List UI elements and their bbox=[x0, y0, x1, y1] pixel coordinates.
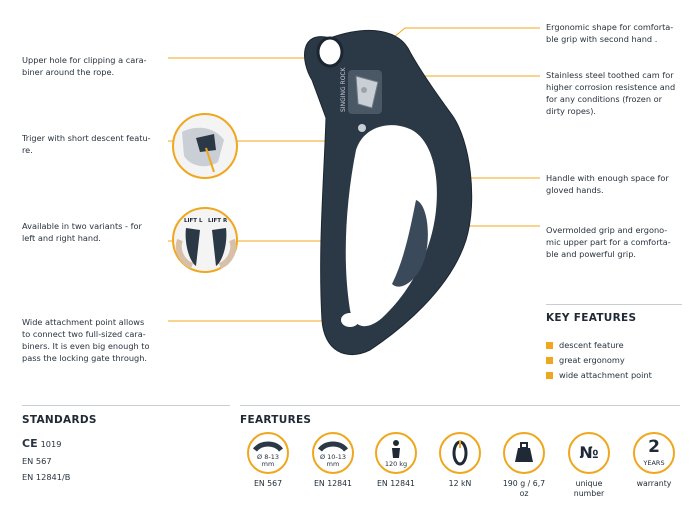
standard-en12841: EN 12841/B bbox=[22, 472, 71, 482]
variants-inset bbox=[173, 208, 237, 272]
feature-warranty: 2 YEARS warranty bbox=[628, 432, 680, 489]
callout-upper-hole: Upper hole for clipping a cara- biner around the rope. bbox=[22, 55, 147, 77]
key-feature-item: great ergonomy bbox=[546, 355, 625, 365]
feature-weight: 190 g / 6,7 oz bbox=[498, 432, 550, 499]
key-features-title: KEY FEATURES bbox=[546, 312, 637, 324]
feature-12kn: 12 kN bbox=[434, 432, 486, 489]
feature-rope-10-13: Ø 10-13 mm EN 12841 bbox=[307, 432, 359, 489]
carabiner-icon bbox=[439, 432, 481, 474]
standard-en567: EN 567 bbox=[22, 456, 52, 466]
bullet-square-icon bbox=[546, 342, 553, 349]
person-weight-icon: 120 kg bbox=[375, 432, 417, 474]
key-feature-item: wide attachment point bbox=[546, 370, 652, 380]
callout-overmolded: Overmolded grip and ergono- mic upper part for a comforta- ble and powerful grip. bbox=[546, 225, 671, 259]
features-divider bbox=[240, 405, 680, 406]
standards-divider bbox=[22, 405, 230, 406]
bullet-square-icon bbox=[546, 372, 553, 379]
feature-rope-8-13: Ø 8-13 mm EN 567 bbox=[242, 432, 294, 489]
key-feature-item: descent feature bbox=[546, 340, 624, 350]
rope-diameter-icon: Ø 10-13 mm bbox=[312, 432, 354, 474]
feature-unique-number: № unique number bbox=[563, 432, 615, 499]
brand-text: SINGING ROCK bbox=[340, 67, 347, 112]
numero-icon: № bbox=[568, 432, 610, 474]
lift-r-label: LIFT R bbox=[208, 218, 228, 224]
feature-120kg: 120 kg EN 12841 bbox=[370, 432, 422, 489]
lift-l-label: LIFT L bbox=[184, 218, 203, 224]
key-features-divider bbox=[546, 304, 682, 305]
callout-handle: Handle with enough space for gloved hands. bbox=[546, 173, 669, 195]
callout-attachment: Wide attachment point allows to connect two full-sized cara- biners. It is even big enough to pass the locking gate through. bbox=[22, 317, 150, 363]
ascender-body bbox=[305, 30, 472, 354]
trigger-inset bbox=[173, 114, 237, 178]
bullet-square-icon bbox=[546, 357, 553, 364]
warranty-icon: 2 YEARS bbox=[633, 432, 675, 474]
weight-icon bbox=[503, 432, 545, 474]
callout-cam: Stainless steel toothed cam for higher corrosion resistence and for any conditions (frozen or dirty ropes). bbox=[546, 70, 676, 116]
ce-mark-icon: CE bbox=[22, 437, 38, 450]
callout-variants: Available in two variants - for left and right hand. bbox=[22, 221, 142, 243]
features-title: FEARTURES bbox=[240, 414, 312, 426]
standards-title: STANDARDS bbox=[22, 414, 97, 426]
rope-diameter-icon: Ø 8-13 mm bbox=[247, 432, 289, 474]
standard-ce: CE 1019 bbox=[22, 437, 62, 450]
callout-ergonomic: Ergonomic shape for comforta- ble grip with second hand . bbox=[546, 22, 674, 44]
callout-trigger: Triger with short descent featu- re. bbox=[22, 133, 151, 155]
